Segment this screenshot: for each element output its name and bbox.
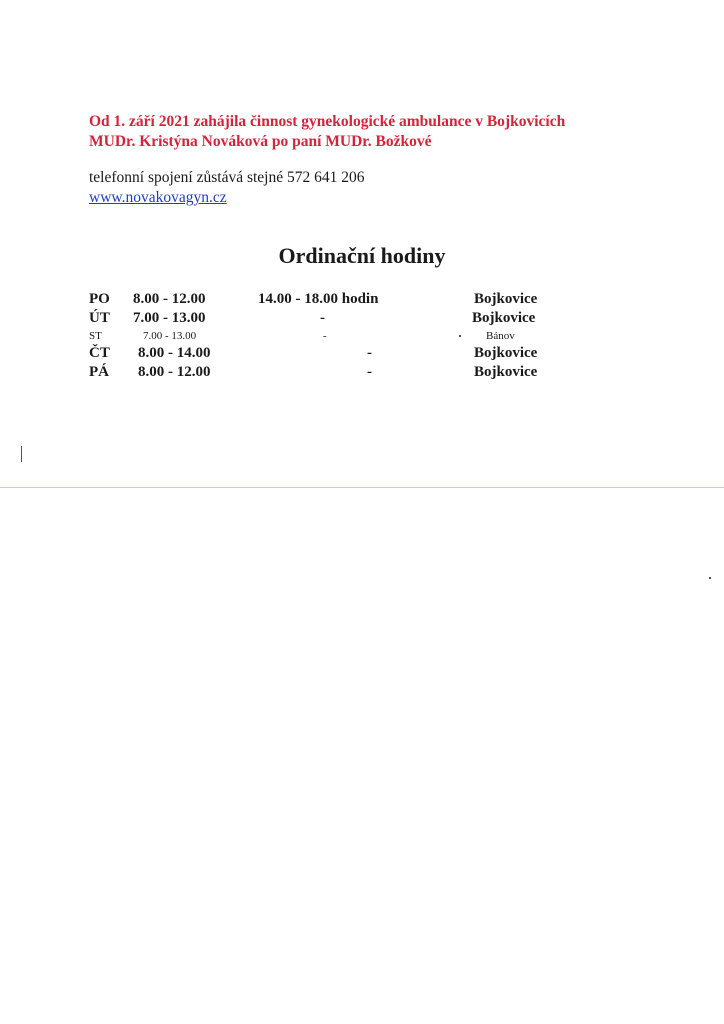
place: Bojkovice xyxy=(472,310,536,326)
morning-hours: 8.00 - 12.00 xyxy=(138,364,211,380)
morning-hours: 8.00 - 14.00 xyxy=(138,345,211,361)
afternoon-hours: - xyxy=(323,330,327,342)
announcement-line-1: Od 1. září 2021 zahájila činnost gynekologické ambulance v Bojkovicích xyxy=(89,113,566,130)
day-label: PÁ xyxy=(89,364,109,380)
scan-mark xyxy=(21,446,22,462)
place: Bojkovice xyxy=(474,345,538,361)
day-label: ST xyxy=(89,330,102,342)
schedule-title-text: Ordinační hodiny xyxy=(278,243,446,268)
contact-block xyxy=(89,168,365,208)
announcement-line-2: MUDr. Kristýna Nováková po paní MUDr. Božkové xyxy=(89,133,432,150)
morning-hours: 7.00 - 13.00 xyxy=(143,330,197,342)
schedule-title xyxy=(0,243,724,269)
phone-text: telefonní spojení zůstává stejné 572 641 206 xyxy=(89,169,365,186)
afternoon-hours: - xyxy=(320,310,325,326)
afternoon-hours: 14.00 - 18.00 hodin xyxy=(258,291,379,307)
website-link[interactable]: www.novakovagyn.cz xyxy=(89,189,227,206)
schedule-row-thursday xyxy=(0,345,724,365)
day-label: PO xyxy=(89,291,110,307)
announcement xyxy=(89,112,565,152)
afternoon-hours: - xyxy=(367,345,372,361)
place: Bojkovice xyxy=(474,291,538,307)
morning-hours: 8.00 - 12.00 xyxy=(133,291,206,307)
scan-dot xyxy=(709,577,711,579)
schedule-row-tuesday xyxy=(0,310,724,330)
day-label: ÚT xyxy=(89,310,110,326)
schedule-row-monday xyxy=(0,291,724,311)
scan-dot xyxy=(459,335,461,337)
morning-hours: 7.00 - 13.00 xyxy=(133,310,206,326)
afternoon-hours: - xyxy=(367,364,372,380)
day-label: ČT xyxy=(89,345,110,361)
place: Bojkovice xyxy=(474,364,538,380)
place: Bánov xyxy=(486,330,515,342)
schedule-row-friday xyxy=(0,364,724,384)
paper-fold-line xyxy=(0,487,724,488)
